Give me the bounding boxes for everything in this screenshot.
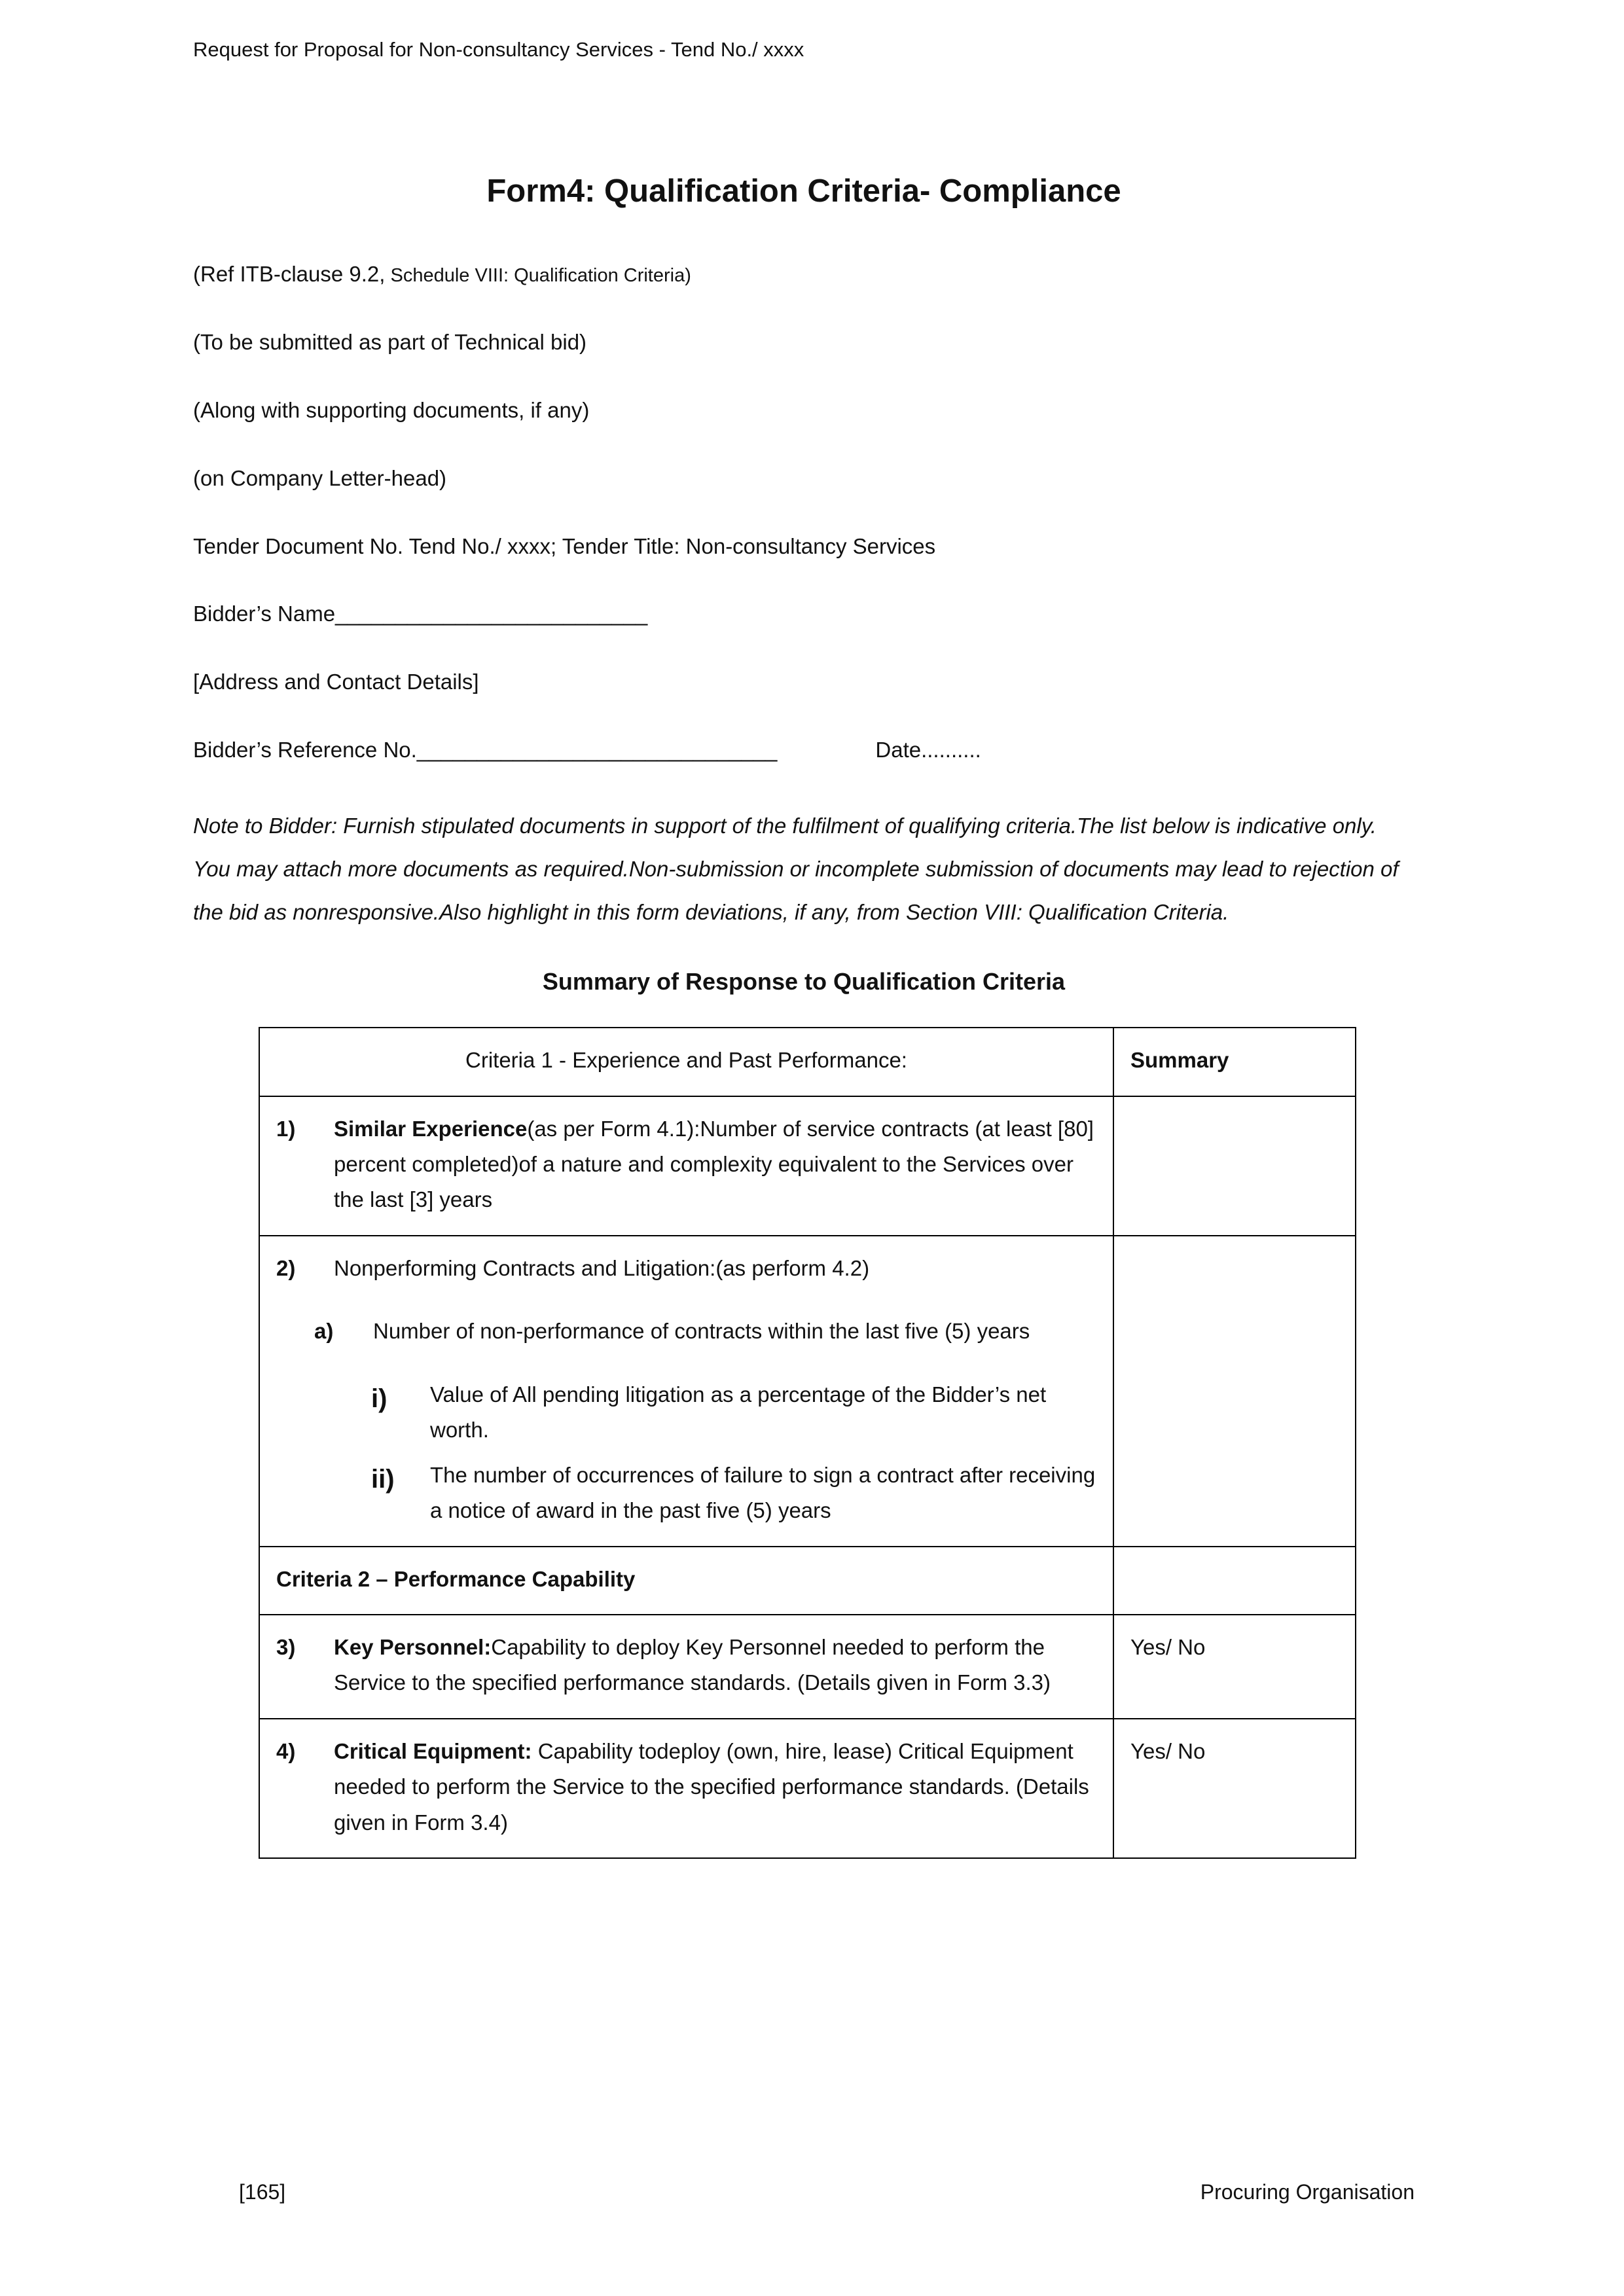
footer-organisation: Procuring Organisation: [1200, 2180, 1415, 2204]
item-4-rest: Capability todeploy (own, hire, lease) Critical Equipment needed to perform the Service to the specified performance standards. (Details given in Form 3.4): [334, 1738, 1089, 1835]
tender-line: Tender Document No. Tend No./ xxxx; Tender Title: Non-consultancy Services: [193, 533, 936, 558]
item-4-bold: Critical Equipment:: [334, 1738, 532, 1763]
reference-no: Bidder’s Reference No.______________________________: [193, 738, 778, 762]
item-2a-ii-number: ii): [371, 1464, 395, 1494]
page-number: [165]: [239, 2180, 286, 2204]
item-2a-i: [371, 1377, 1096, 1448]
page-footer: [193, 2180, 1415, 2204]
bidder-name-line: Bidder’s Name__________________________: [193, 601, 648, 626]
item-1-number: 1): [276, 1116, 296, 1141]
critical-equipment-cell: [259, 1719, 1113, 1858]
supporting-docs-line: (Along with supporting documents, if any): [193, 397, 590, 422]
criteria1-header-cell: Criteria 1 - Experience and Past Performance:: [259, 1028, 1113, 1096]
summary-cell-4: Yes/ No: [1113, 1615, 1356, 1719]
summary-heading: Summary of Response to Qualification Criteria: [542, 968, 1066, 996]
item-2-text: Nonperforming Contracts and Litigation:(as perform 4.2): [334, 1255, 870, 1280]
letterhead-line: (on Company Letter-head): [193, 465, 447, 490]
ref-line-main: (Ref ITB-clause 9.2,: [193, 262, 386, 286]
item-4-text: [334, 1734, 1096, 1840]
summary-cell-5: Yes/ No: [1113, 1719, 1356, 1858]
item-2a-text: Number of non-performance of contracts within the last five (5) years: [373, 1319, 1030, 1344]
item-3: [276, 1630, 1096, 1701]
address-line: [Address and Contact Details]: [193, 670, 479, 694]
summary-cell-2: [1113, 1236, 1356, 1547]
item-2-number: 2): [276, 1255, 296, 1280]
item-2: [276, 1251, 1096, 1286]
item-2a: [314, 1314, 1096, 1349]
table-row-criteria2: [259, 1547, 1356, 1615]
item-1: [276, 1111, 1096, 1218]
item-3-rest: Capability to deploy Key Personnel needed to perform the Service to the specified performance standards. (Details given in Form 3.3): [334, 1634, 1051, 1695]
running-header: Request for Proposal for Non-consultancy Services - Tend No./ xxxx: [193, 38, 804, 61]
item-1-text: [334, 1111, 1096, 1218]
submit-line: (To be submitted as part of Technical bid): [193, 329, 587, 354]
item-2a-ii: [371, 1458, 1096, 1529]
item-1-bold: Similar Experience: [334, 1116, 528, 1141]
reference-line: [193, 736, 1415, 764]
note-to-bidder: Note to Bidder: Furnish stipulated documents in support of the fulfilment of qualifying criteria.The list below is indicative only. You may attach more documents as required.Non-submission or incomplete submission of documents may lead to rejection of the bid as nonresponsive.Also highlight in this form deviations, if any, from Section VIII: Qualification Criteria.: [193, 814, 1399, 925]
qualification-table: [259, 1027, 1356, 1859]
item-3-text: [334, 1630, 1096, 1701]
item-4-number: 4): [276, 1738, 296, 1763]
item-1-rest: (as per Form 4.1):Number of service contracts (at least [80] percent completed)of a nature and complexity equivalent to the Services over the last [3] years: [334, 1116, 1094, 1212]
nonperforming-cell: [259, 1236, 1113, 1547]
item-2a-i-text: Value of All pending litigation as a percentage of the Bidder’s net worth.: [430, 1382, 1047, 1443]
similar-experience-cell: [259, 1096, 1113, 1236]
item-2a-number: a): [314, 1319, 334, 1344]
table-row-header: [259, 1028, 1356, 1096]
item-2a-i-number: i): [371, 1384, 388, 1413]
summary-header-cell: Summary: [1113, 1028, 1356, 1096]
item-3-number: 3): [276, 1634, 296, 1659]
summary-cell-1: [1113, 1096, 1356, 1236]
ref-line: [193, 260, 1415, 289]
item-2a-ii-text: The number of occurrences of failure to sign a contract after receiving a notice of award in the past five (5) years: [430, 1462, 1096, 1523]
item-3-bold: Key Personnel:: [334, 1634, 492, 1659]
table-row-critical-equipment: [259, 1719, 1356, 1858]
table-row-nonperforming: [259, 1236, 1356, 1547]
form-title: Form4: Qualification Criteria- Compliance: [486, 173, 1121, 209]
criteria2-header-cell: Criteria 2 – Performance Capability: [259, 1547, 1113, 1615]
table-row-similar-experience: [259, 1096, 1356, 1236]
table-row-key-personnel: [259, 1615, 1356, 1719]
key-personnel-cell: [259, 1615, 1113, 1719]
ref-line-small: Schedule VIII: Qualification Criteria): [385, 265, 691, 286]
summary-cell-3: [1113, 1547, 1356, 1615]
item-4: [276, 1734, 1096, 1840]
date-field: Date..........: [875, 738, 981, 762]
